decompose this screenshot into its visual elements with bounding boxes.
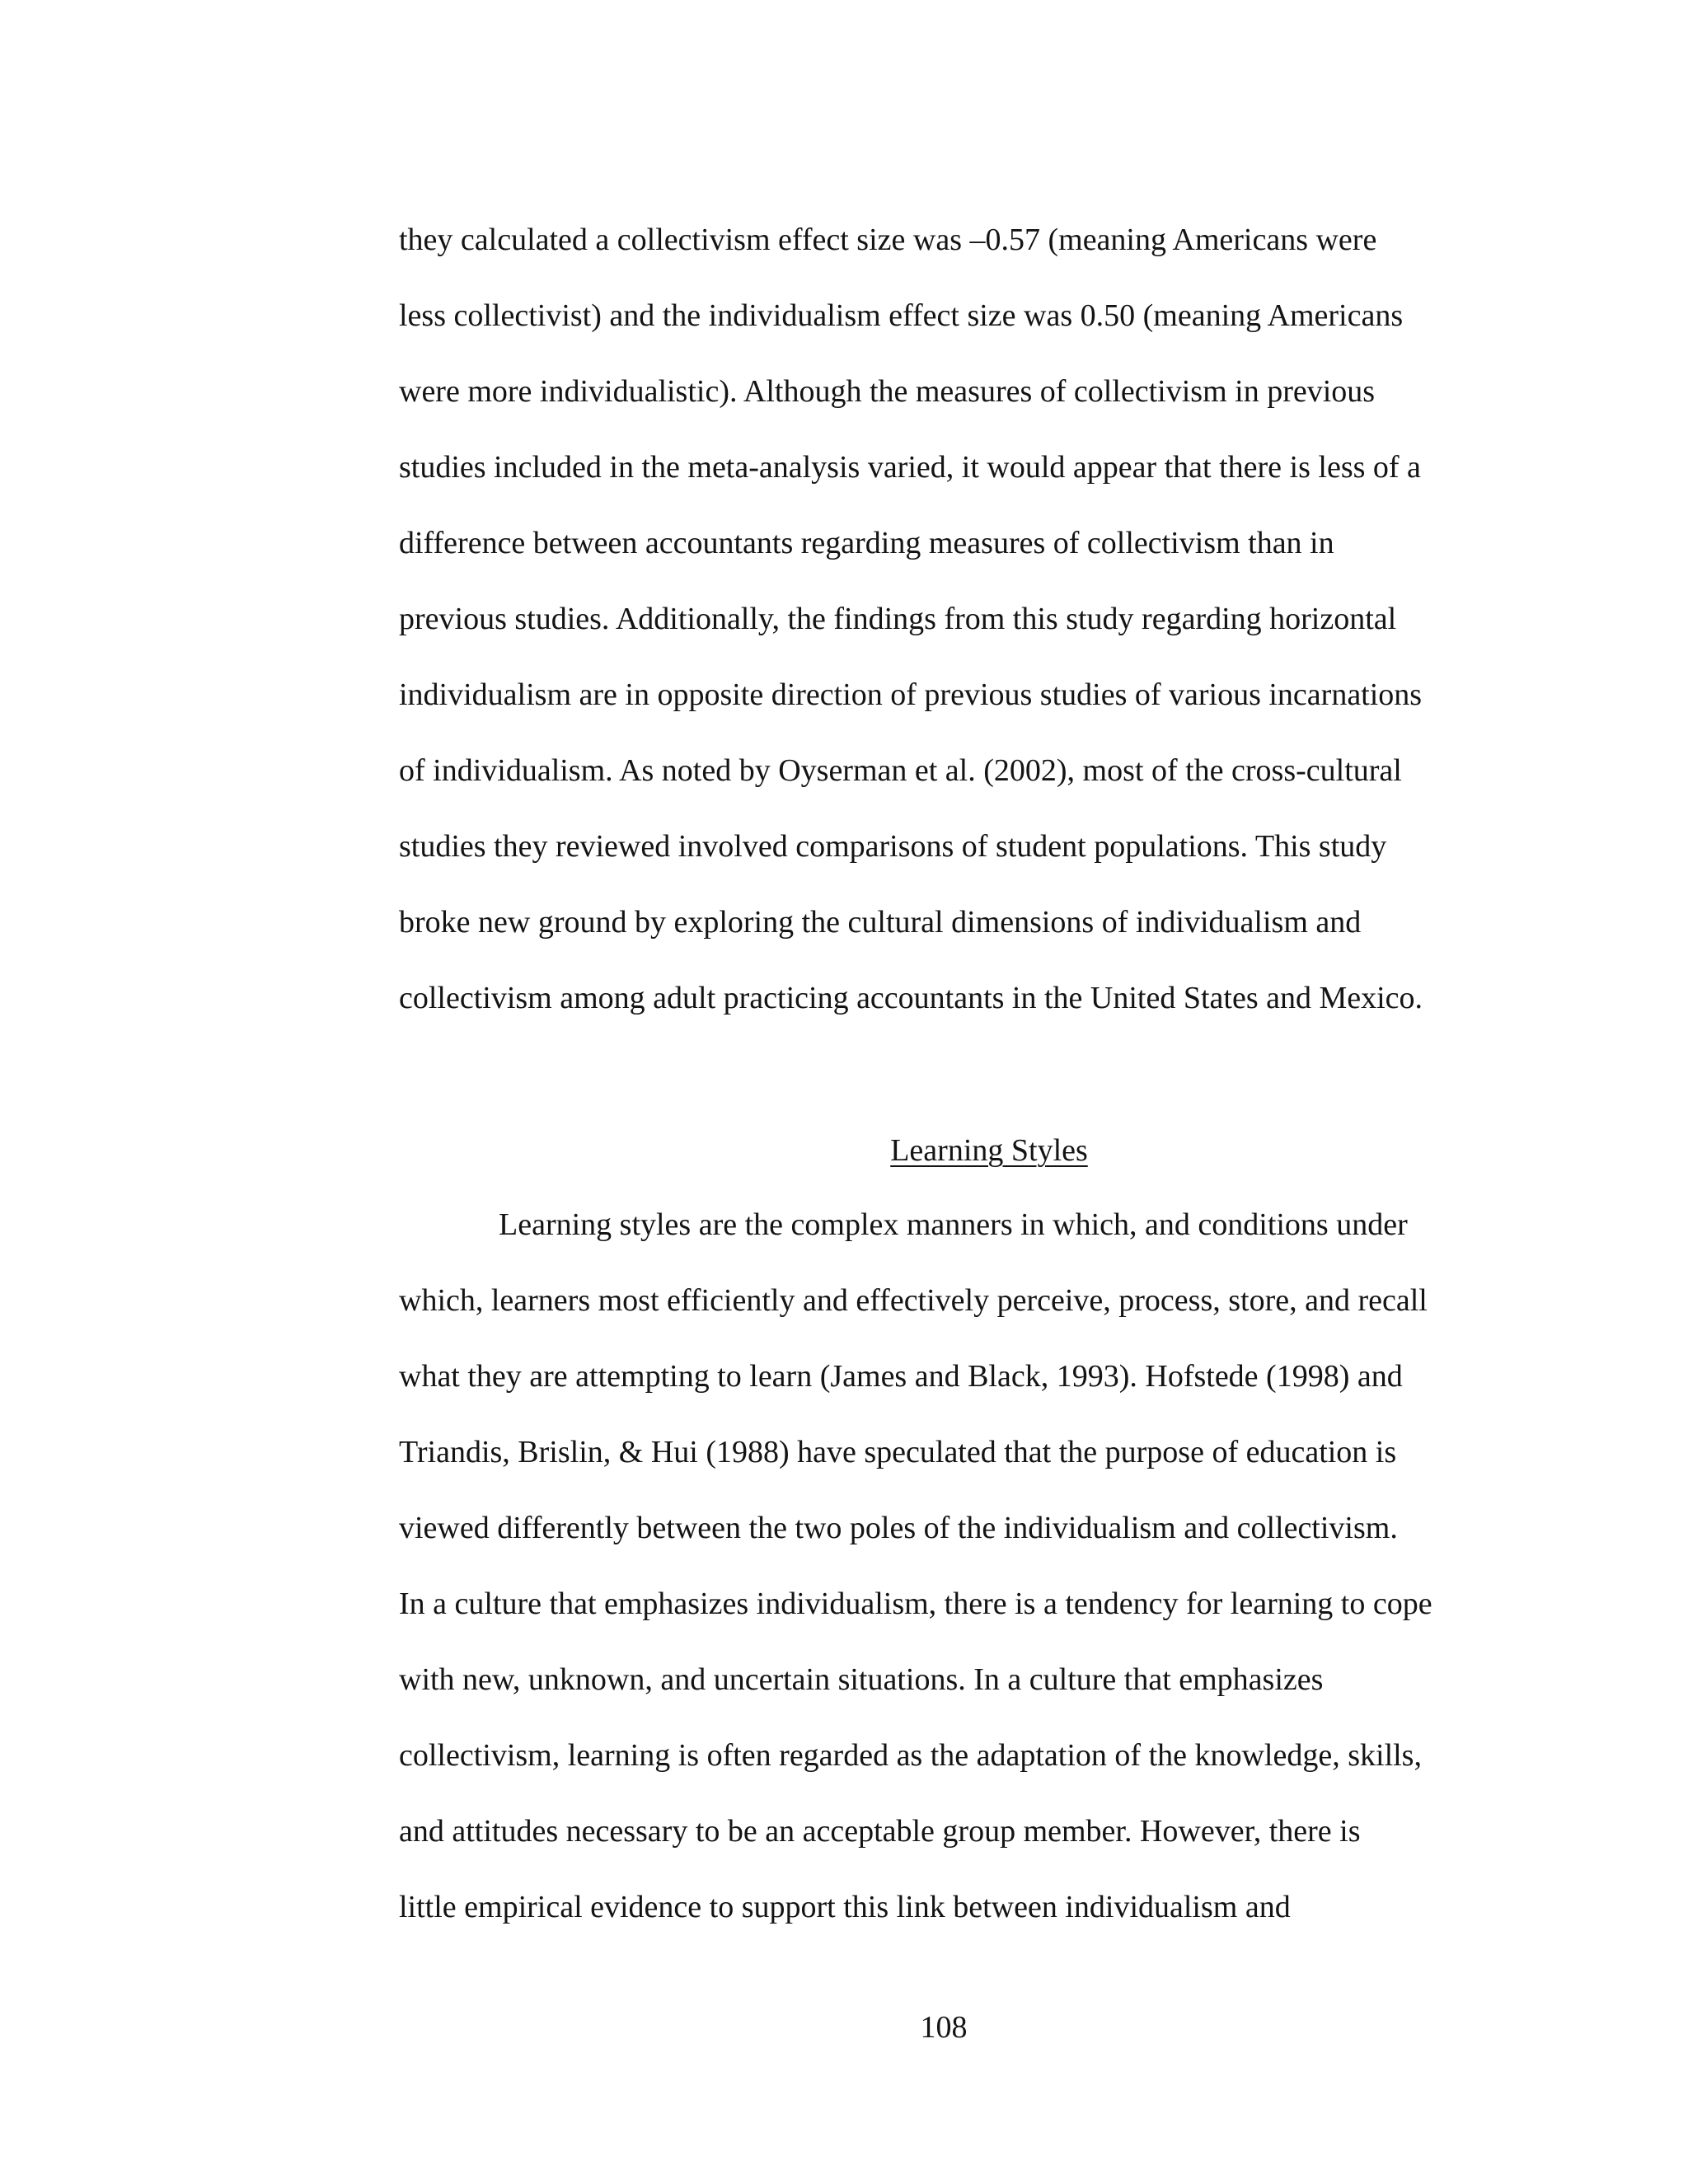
paragraph2-line-7: with new, unknown, and uncertain situations. In a culture that emphasizes bbox=[399, 1662, 1324, 1697]
paragraph1-line-8: of individualism. As noted by Oyserman et al. (2002), most of the cross-cultural bbox=[399, 753, 1402, 788]
paragraph1-line-6: previous studies. Additionally, the findings from this study regarding horizontal bbox=[399, 602, 1397, 636]
paragraph2-line-8: collectivism, learning is often regarded as the adaptation of the knowledge, skills, bbox=[399, 1738, 1422, 1773]
paragraph1-line-5: difference between accountants regarding measures of collectivism than in bbox=[399, 526, 1334, 560]
paragraph1-line-4: studies included in the meta-analysis varied, it would appear that there is less of a bbox=[399, 450, 1421, 485]
paragraph2-line-5: viewed differently between the two poles of the individualism and collectivism. bbox=[399, 1511, 1398, 1545]
paragraph1-line-9: studies they reviewed involved comparisons of student populations. This study bbox=[399, 829, 1387, 864]
paragraph2-line-10: little empirical evidence to support this link between individualism and bbox=[399, 1890, 1291, 1924]
paragraph2-line-3: what they are attempting to learn (James and Black, 1993). Hofstede (1998) and bbox=[399, 1359, 1403, 1394]
paragraph2-line-2: which, learners most efficiently and effectively perceive, process, store, and recall bbox=[399, 1283, 1428, 1318]
paragraph2-line-4: Triandis, Brislin, & Hui (1988) have speculated that the purpose of education is bbox=[399, 1435, 1397, 1469]
paragraph2-line-9: and attitudes necessary to be an acceptable group member. However, there is bbox=[399, 1814, 1361, 1849]
paragraph1-line-2: less collectivist) and the individualism effect size was 0.50 (meaning Americans bbox=[399, 298, 1404, 333]
paragraph1-line-1: they calculated a collectivism effect size was –0.57 (meaning Americans were bbox=[399, 223, 1377, 257]
paragraph1-line-11: collectivism among adult practicing accountants in the United States and Mexico. bbox=[399, 981, 1423, 1015]
paragraph2-line-6: In a culture that emphasizes individualism, there is a tendency for learning to cope bbox=[399, 1586, 1432, 1621]
paragraph1-line-7: individualism are in opposite direction of previous studies of various incarnations bbox=[399, 677, 1423, 712]
page-number: 108 bbox=[920, 2010, 968, 2045]
paragraph2-line-1: Learning styles are the complex manners in which, and conditions under bbox=[499, 1207, 1408, 1242]
paragraph1-line-3: were more individualistic). Although the measures of collectivism in previous bbox=[399, 374, 1376, 409]
section-heading: Learning Styles bbox=[890, 1133, 1088, 1168]
paragraph1-line-10: broke new ground by exploring the cultural dimensions of individualism and bbox=[399, 905, 1362, 940]
